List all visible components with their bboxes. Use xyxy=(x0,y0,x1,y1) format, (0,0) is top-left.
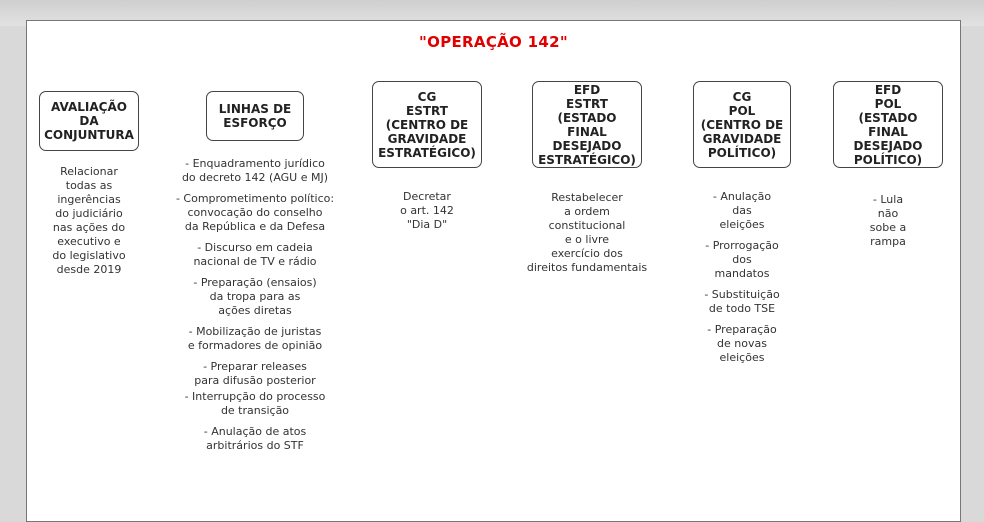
header-label: LINHAS DE ESFORÇO xyxy=(218,102,292,130)
list-item: - Comprometimento político: convocação do conselho da República e da Defesa xyxy=(175,192,335,233)
list-item: - Preparação (ensaios) da tropa para as ações diretas xyxy=(193,276,317,317)
diagram-frame xyxy=(26,20,961,522)
header-label: AVALIAÇÃO DA CONJUNTURA xyxy=(44,100,134,142)
column-linhas-body xyxy=(167,157,343,460)
column-efd-estrt-body xyxy=(512,191,662,275)
list-item: - Anulação das eleições xyxy=(712,190,772,231)
header-box-efd-pol xyxy=(833,81,943,168)
header-box-cg-estrt xyxy=(372,81,482,168)
header-box-linhas xyxy=(206,91,304,141)
column-text: Restabelecer a ordem constitucional e o livre exercício dos direitos fundamentais xyxy=(526,191,648,274)
list-item: - Substituição de todo TSE xyxy=(704,288,780,315)
list-item: - Enquadramento jurídico do decreto 142 (AGU e MJ) xyxy=(181,157,329,184)
header-box-avaliacao xyxy=(39,91,139,151)
column-cg-pol-body xyxy=(687,190,797,372)
header-label: EFD ESTRT (ESTADO FINAL DESEJADO ESTRATÉGICO) xyxy=(538,82,636,167)
header-label: EFD POL (ESTADO FINAL DESEJADO POLÍTICO) xyxy=(853,82,923,167)
list-item: - Preparação de novas eleições xyxy=(707,323,777,364)
column-efd-pol-body xyxy=(833,193,943,249)
header-box-efd-estrt xyxy=(532,81,642,168)
column-avaliacao-body xyxy=(39,165,139,277)
list-item: - Interrupção do processo de transição xyxy=(184,390,326,417)
header-label: CG ESTRT (CENTRO DE GRAVIDADE ESTRATÉGICO) xyxy=(378,89,476,160)
diagram-title: "OPERAÇÃO 142" xyxy=(419,33,568,51)
list-item: - Mobilização de juristas e formadores de opinião xyxy=(187,325,323,352)
column-text: Relacionar todas as ingerências do judiciário nas ações do executivo e do legislativo desde 2019 xyxy=(52,165,126,276)
list-item: - Preparar releases para difusão posterior xyxy=(194,360,316,387)
list-item: - Anulação de atos arbitrários do STF xyxy=(203,425,307,452)
column-text: - Lula não sobe a rampa xyxy=(869,193,907,248)
list-item: - Discurso em cadeia nacional de TV e rádio xyxy=(193,241,317,268)
column-cg-estrt-body xyxy=(372,190,482,232)
header-label: CG POL (CENTRO DE GRAVIDADE POLÍTICO) xyxy=(700,89,784,160)
list-item: - Prorrogação dos mandatos xyxy=(705,239,779,280)
column-text: Decretar o art. 142 "Dia D" xyxy=(400,190,454,231)
header-box-cg-pol xyxy=(693,81,791,168)
